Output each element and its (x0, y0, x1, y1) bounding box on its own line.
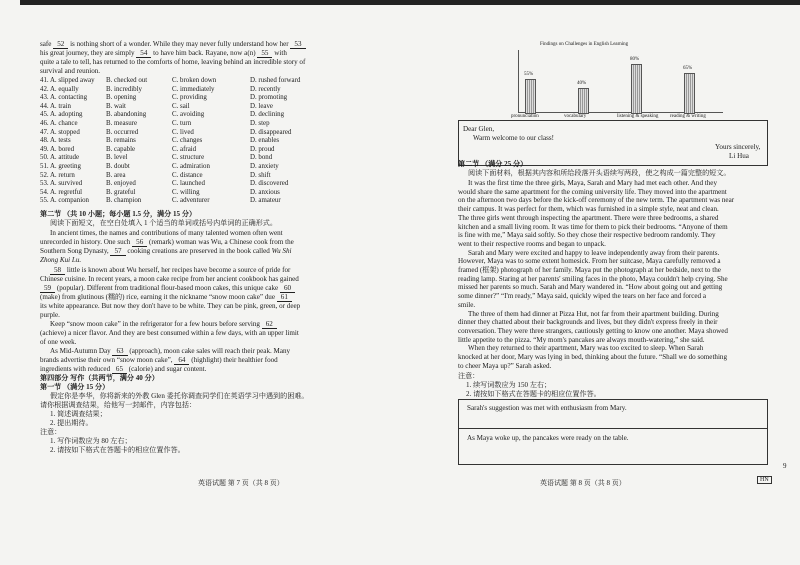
option-53-D: D. discovered (250, 180, 289, 188)
p4-line-1: As Mid-Autumn Day 63 (approach), moon cake sales will reach their peak. Many (50, 347, 291, 355)
option-42-B: B. incredibly (106, 85, 142, 93)
bar-value-label: 65% (683, 66, 693, 71)
note-label: 注意： (40, 428, 62, 436)
option-52-D: D. shift (250, 171, 271, 179)
p3-line-2: (achieve) a nicer flavor. And they are best consumed within a few days, with an upper limit (40, 329, 299, 337)
story-line: dinner they chatted about their backgrounds and lives, but they didn't express freely in their (458, 318, 718, 327)
bar-value-label: 40% (577, 81, 587, 86)
option-50-A: 50. A. attitude (40, 154, 80, 162)
option-54-A: 54. A. regretful (40, 188, 83, 196)
paragraph1-opening: Sarah's suggestion was met with enthusiasm from Mary. (467, 404, 627, 412)
section2-title: 第二节 （满分 25 分） (458, 160, 528, 168)
option-46-A: 46. A. chance (40, 120, 78, 127)
category-label: vocabulary (564, 114, 587, 119)
bar-listening-speaking (631, 64, 642, 114)
option-41-C: C. broken down (172, 77, 217, 84)
option-45-D: D. declining (250, 111, 285, 119)
letter-closing: Yours sincerely, (715, 143, 761, 151)
option-53-A: 53. A. survived (40, 180, 83, 188)
option-51-B: B. doubt (106, 163, 130, 170)
option-43-B: B. opening (106, 94, 137, 102)
letter-signature: Li Hua (729, 152, 749, 160)
option-45-B: B. abandoning (106, 111, 147, 119)
intro-line-1: safe 52 is nothing short of a wonder. While they may never fully understand how her 53 (40, 40, 306, 49)
story-line: would share the same apartment for the coming university life. They moved into the apartment (458, 187, 727, 196)
p2-line-1: 58 little is known about Wu herself, her recipes have become a source of pride for (50, 266, 290, 275)
option-45-C: C. avoiding (172, 111, 205, 119)
option-48-D: D. enables (250, 137, 280, 145)
option-47-D: D. disappeared (250, 128, 292, 136)
option-54-C: C. willing (172, 188, 200, 196)
box-divider (459, 428, 767, 429)
chart-title: Findings on Challenges in English Learning (540, 42, 629, 47)
story-line: on the afternoon two days before the kick-off ceremony of the new term. The apartment was near (458, 196, 735, 205)
story-line: framed (框架) photograph of her family. Maya put the photograph at her bedside, next to the (458, 266, 721, 274)
p1-line-1: In ancient times, the names and contributions of many talented women often went (50, 229, 283, 237)
option-44-A: 44. A. train (40, 102, 72, 110)
option-50-C: C. structure (172, 154, 205, 162)
writing-task-line-2: 请你根据调查结果，给他写一封邮件，内容包括： (40, 401, 197, 409)
page-footer: 英语试题 第 7 页（共 8 页） (198, 479, 284, 487)
note-label: 注意： (458, 372, 480, 380)
option-55-D: D. amateur (250, 197, 281, 205)
option-50-B: B. level (106, 154, 128, 162)
story-line: little appetite to the pizza. “My mom's pancakes are always mouth-watering,” she said. (458, 335, 705, 344)
story-line: It was the first time the three girls, Maya, Sarah and Mary had met each other. And they (468, 179, 717, 187)
continuation-box (458, 399, 768, 465)
section2-instructions: 阅读下面材料，根据其内容和所给段落开头语续写两段，使之构成一篇完整的短文。 (468, 169, 731, 177)
option-47-A: 47. A. stopped (40, 128, 80, 136)
bar-value-label: 80% (630, 57, 640, 62)
p2-line-5: its white appearance. But now they don't have to be white. They can be pink, green, or deep (40, 302, 301, 310)
option-45-A: 45. A. adopting (40, 111, 83, 119)
option-44-C: C. sail (172, 102, 190, 110)
option-46-D: D. step (250, 120, 270, 127)
note-1: 1. 续写词数应为 150 左右； (466, 381, 552, 389)
option-49-A: 49. A. bored (40, 145, 75, 153)
note-2: 2. 请按如下格式在答题卡的相应位置作答。 (466, 390, 601, 398)
option-55-A: 55. A. companion (40, 197, 89, 205)
option-51-D: D. anxiety (250, 163, 279, 170)
p1-line-2: unrecorded in history. One such 56 (remark) woman was Wu, a Chinese cook from the (40, 238, 294, 246)
option-51-A: 51. A. greeting (40, 163, 81, 170)
option-43-A: 43. A. contacting (40, 94, 88, 102)
option-48-C: C. changes (172, 137, 203, 145)
story-line: The three girls went through inspecting the apartment. There were three bedrooms, a shared (458, 213, 719, 222)
paragraph2-opening: As Maya woke up, the pancakes were ready on the table. (467, 434, 629, 442)
binding-mark: 9 (783, 462, 787, 470)
bar-pronunciation (525, 79, 536, 114)
option-42-C: C. immediately (172, 85, 215, 93)
option-41-A: 41. A. slipped away (40, 77, 95, 84)
option-54-B: B. grateful (106, 188, 136, 196)
story-line: kitchen and a small living room. It was time for them to pick their bedrooms. “Anyone of them (458, 222, 728, 231)
option-44-D: D. leave (250, 102, 273, 110)
p3-line-1: Keep “snow moon cake” in the refrigerator for a few hours before serving 62 (50, 320, 277, 329)
bar-vocabulary (578, 88, 589, 114)
scan-edge (400, 0, 800, 5)
bar-value-label: 55% (524, 72, 534, 77)
story-line: to cheer Maya up?” Sarah asked. (458, 361, 552, 370)
page-footer: 英语试题 第 8 页（共 8 页） (540, 479, 626, 487)
intro-line-2: his great journey, they are simply 54 to have him back. Rayane, now a(n) 55 with (40, 49, 287, 57)
option-52-A: 52. A. return (40, 171, 75, 179)
part4-title: 第四部分 写作（共两节，满分 40 分） (40, 374, 159, 382)
option-46-B: B. measure (106, 120, 137, 127)
option-43-C: C. providing (172, 94, 207, 102)
p4-line-3: ingredients with reduced 65 (calorie) and sugar content. (40, 365, 207, 373)
option-55-B: B. champion (106, 197, 142, 205)
p1-line-4: Zhong Kui Lu. (40, 256, 82, 264)
writing-task-point-1: 1. 简述调查结果； (50, 410, 107, 418)
y-axis (518, 50, 519, 112)
category-label: listening & speaking (617, 114, 659, 119)
right-page (400, 0, 800, 565)
option-47-B: B. occurred (106, 128, 139, 136)
option-51-C: C. admiration (172, 163, 210, 170)
intro-line-4: survival and reunion. (40, 67, 101, 75)
option-42-D: D. recently (250, 85, 281, 93)
option-52-C: C. distance (172, 171, 203, 179)
p2-line-2: Chinese cuisine. In recent years, a moon cake recipe from her ancient cookbook has gained (40, 275, 299, 283)
scan-edge (20, 0, 400, 5)
option-49-C: C. afraid (172, 145, 197, 153)
option-46-C: C. turn (172, 120, 192, 127)
letter-opening: Warm welcome to our class! (473, 134, 554, 142)
option-54-D: D. anxious (250, 188, 280, 196)
note-2: 2. 请按如下格式在答题卡的相应位置作答。 (50, 446, 185, 454)
note-1: 1. 写作词数应为 80 左右； (50, 437, 132, 445)
category-label: reading & writing (670, 114, 706, 119)
story-line: their campus. It was perfect for them, which was furnished in a simple style, neat and clean. (458, 205, 719, 214)
option-47-C: C. lived (172, 128, 194, 136)
option-49-D: D. proud (250, 145, 275, 153)
section2-instructions: 阅读下面短文，在空白处填入 1 个适当的单词或括号内单词的正确形式。 (50, 219, 277, 227)
option-55-C: C. adventurer (172, 197, 210, 205)
corner-mark: HN (757, 476, 772, 484)
story-line: some dinner?” “I'm ready,” Maya said, quickly wiped the tears on her face and forced a (458, 292, 707, 301)
option-42-A: 42. A. equally (40, 85, 79, 93)
letter-greeting: Dear Glen, (463, 125, 495, 133)
story-line: However, Maya was to some extent homesick. From her suitcase, Maya carefully removed a (458, 257, 721, 266)
option-52-B: B. area (106, 171, 126, 179)
category-label: pronunciation (511, 114, 539, 119)
option-48-A: 48. A. tests (40, 137, 71, 145)
option-44-B: B. wait (106, 102, 126, 110)
writing-task-point-2: 2. 提出期待。 (50, 419, 93, 427)
p1-line-3: Southern Song Dynasty, 57 cooking creations are preserved in the book called Wu Shi (40, 247, 292, 255)
p3-line-3: of one week. (40, 338, 77, 346)
story-line: smile. (458, 300, 476, 309)
option-53-C: C. launched (172, 180, 205, 188)
p2-line-4: (make) from glutinous (糯的) rice, earning it the nickname “snow moon cake” due 61 (40, 293, 292, 302)
option-49-B: B. capable (106, 145, 136, 153)
part4-section1-title: 第一节 （满分 15 分） (40, 383, 110, 391)
story-line: The three of them had dinner at Pizza Hut, not far from their apartment building. During (468, 309, 719, 318)
story-line: When they returned to their apartment, Mary was too excited to sleep. When Sarah (468, 344, 704, 353)
option-48-B: B. remains (106, 137, 136, 145)
intro-line-3: quite a tale to tell, has returned to the comforts of home, leaving behind an incredible story of (40, 58, 306, 66)
story-line: conversation. They were three strangers, cautiously getting to know one another. Maya showed (458, 326, 728, 335)
section2-title: 第二节 （共 10 小题；每小题 1.5 分，满分 15 分） (40, 210, 197, 218)
p2-line-3: 59 (popular). Different from traditional flour-based moon cakes, this unique cake 60 (40, 284, 295, 293)
story-line: Sarah and Mary were excited and happy to leave independently away from their parents. (468, 248, 720, 257)
story-line: went to their respective rooms and began to unpack. (458, 239, 606, 248)
option-50-D: D. bond (250, 154, 273, 162)
option-41-B: B. checked out (106, 77, 148, 84)
p2-line-6: purple. (40, 311, 60, 319)
option-53-B: B. enjoyed (106, 180, 136, 188)
story-line: knocked at her door, Mary was lying in bed, thinking about the future. “Shall we do something (458, 353, 728, 361)
story-line: reading lamp. Staring at her parents' smiling faces in the photo, Maya couldn't help crying. She (458, 274, 728, 283)
option-43-D: D. promoting (250, 94, 288, 102)
story-line: is fine with me,” Maya said softly. So they chose their respective bedroom randomly. They (458, 231, 716, 240)
story-line: missed her parents so much. Sarah and Mary wandered in. “How about going out and getting (458, 283, 723, 292)
p4-line-2: brands advertise their own “snow moon cake”, 64 (highlight) their healthier food (40, 356, 278, 364)
writing-task-line-1: 假定你是李华，你将新来的外教 Glen 委托你调查同学们在英语学习中遇到的困难。 (50, 392, 309, 400)
option-41-D: D. rushed forward (250, 77, 301, 84)
bar-reading-writing (684, 73, 695, 114)
